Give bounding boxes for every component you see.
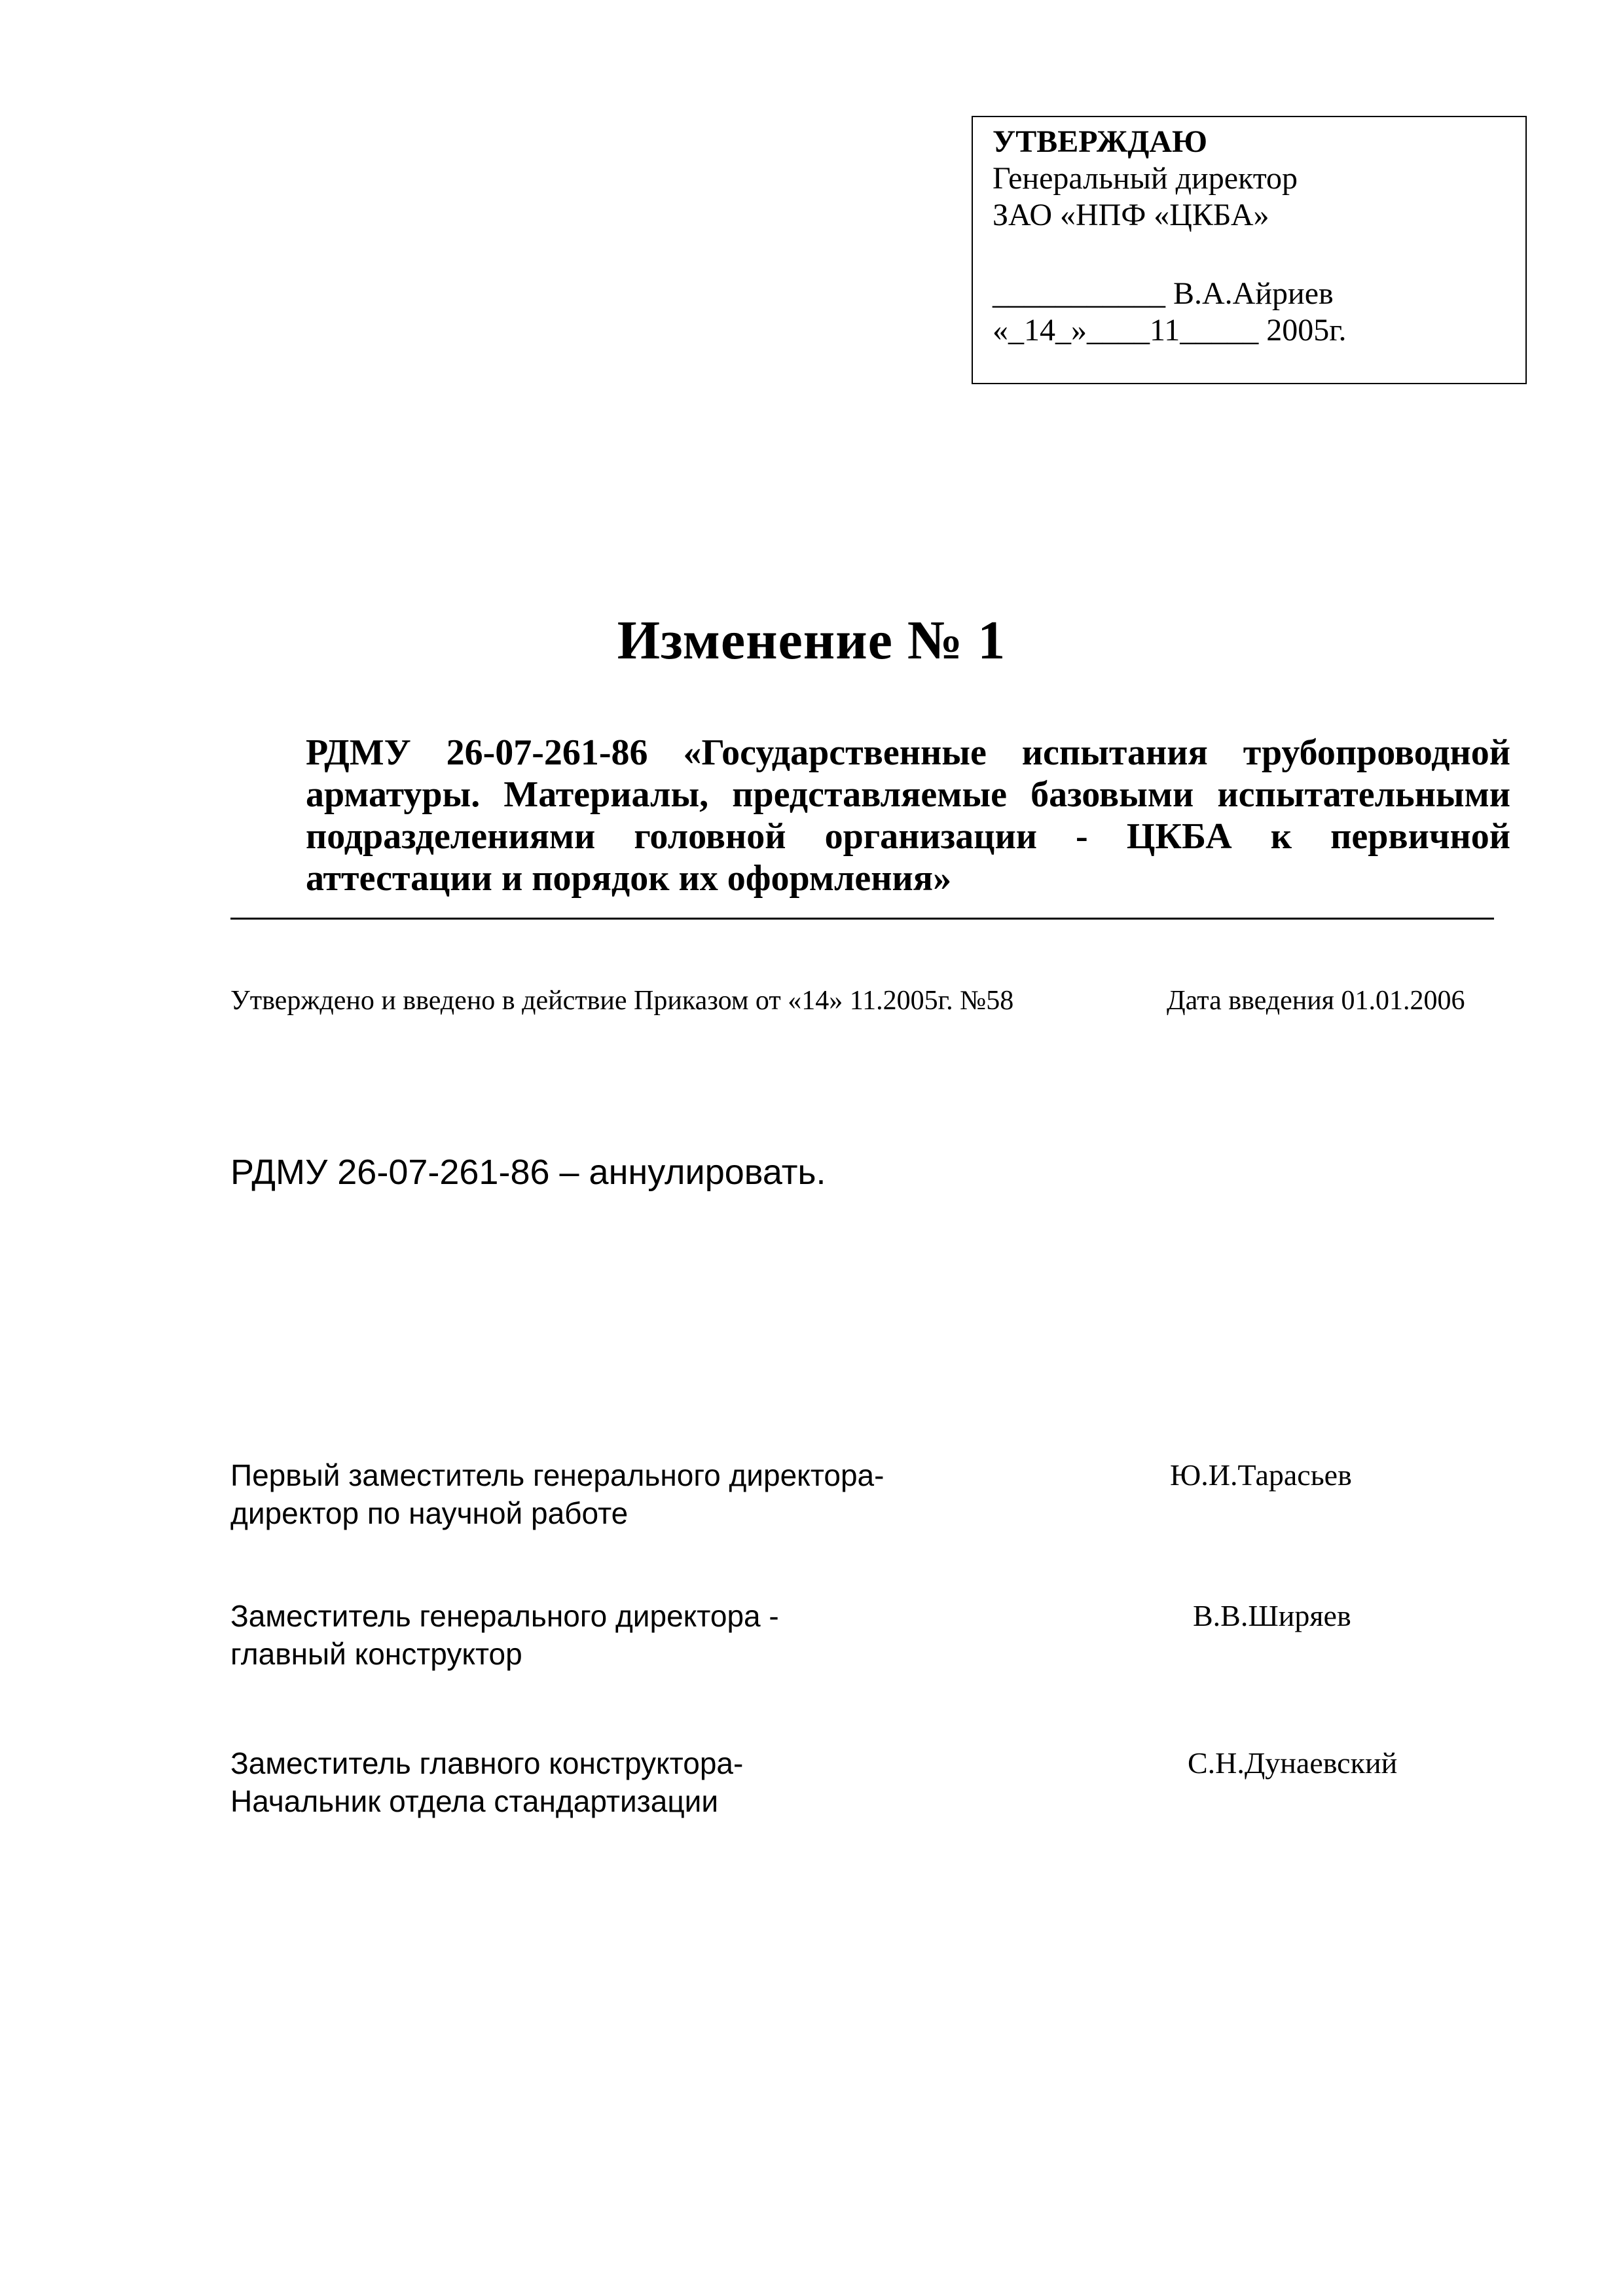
signatory-name: В.В.Ширяев <box>1193 1599 1351 1632</box>
position-line: Заместитель генерального директора - <box>230 1599 779 1633</box>
position-line: директор по научной работе <box>230 1496 629 1530</box>
director-signature-line: ___________ В.А.Айриев <box>993 276 1334 311</box>
document-title: Изменение № 1 <box>617 610 1006 671</box>
signatory-position <box>230 1456 1016 1532</box>
approval-stamp-box <box>972 116 1527 384</box>
approve-label: УТВЕРЖДАЮ <box>993 124 1208 159</box>
horizontal-divider <box>230 918 1494 920</box>
position-line: Начальник отдела стандартизации <box>230 1784 719 1818</box>
position-line: главный конструктор <box>230 1637 522 1671</box>
document-subject: РДМУ 26-07-261-86 «Государственные испытания трубопроводной арматуры. Материалы, представляемые базовыми испытательными подразделениями головной организации - ЦКБА к первичной аттестации и порядок их оформления» <box>306 732 1510 899</box>
order-text: Утверждено и введено в действие Приказом от «14» 11.2005г. №58 <box>230 986 1014 1016</box>
approval-date: «_14_»____11_____ 2005г. <box>993 313 1347 348</box>
position-line: Первый заместитель генерального директора- <box>230 1458 884 1492</box>
position-line: Заместитель главного конструктора- <box>230 1746 744 1780</box>
order-info <box>230 985 1514 1016</box>
effective-date: Дата введения 01.01.2006 <box>1167 986 1465 1016</box>
signatory-position <box>230 1744 1016 1820</box>
signatory-position <box>230 1597 1016 1673</box>
company-name: ЗАО «НПФ «ЦКБА» <box>993 198 1269 232</box>
annulment-statement: РДМУ 26-07-261-86 – аннулировать. <box>230 1153 826 1192</box>
signatory-name: С.Н.Дунаевский <box>1188 1746 1398 1780</box>
signatory-name: Ю.И.Тарасьев <box>1170 1458 1352 1492</box>
director-position: Генеральный директор <box>993 161 1298 196</box>
